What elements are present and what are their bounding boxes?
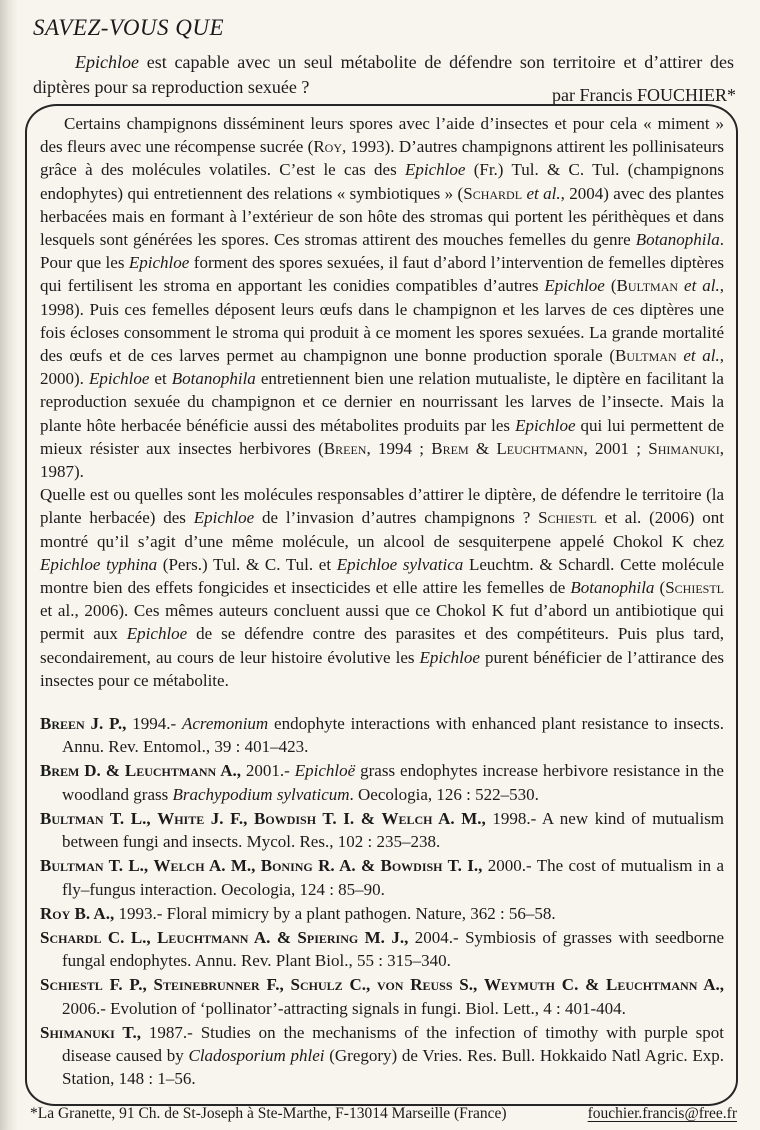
document-footer — [30, 1105, 737, 1123]
author-byline: par Francis FOUCHIER* — [552, 85, 736, 105]
reference-item: Shimanuki T., 1987.- Studies on the mechanisms of the infection of timothy with purple spot disease caused by Cladosporium phlei (Gregory) de Vries. Res. Bull. Hokkaido Natl Agric. Exp. Station, 148 : 1–56. — [40, 1022, 724, 1089]
author-address: *La Granette, 91 Ch. de St-Joseph à Ste-Marthe, F-13014 Marseille (France) — [30, 1105, 507, 1122]
question-subtitle: Epichloe est capable avec un seul métabolite de défendre son territoire et d’attirer des diptères pour sa reproduction sexuée ? — [33, 52, 734, 97]
reference-item: Schardl C. L., Leuchtmann A. & Spiering M. J., 2004.- Symbiosis of grasses with seedborne fungal endophytes. Annu. Rev. Plant Biol., 55 : 315–340. — [40, 927, 724, 971]
reference-list — [40, 712, 724, 1090]
paragraph: Quelle est ou quelles sont les molécules responsables d’attirer le diptère, de défendre le territoire (la plante herbacée) des Epichloe de l’invasion d’autres champignons ? Schiestl et al. (2006) ont montré qu’il s’agit d’une même molécule, un alcool de sesquiterpene appelé Chokol K chez Epichloe typhina (Pers.) Tul. & C. Tul. et Epichloe sylvatica Leuchtm. & Schardl. Cette molécule montre bien des effets fongicides et insecticides et elle attire les femelles de Botanophila (Schiestl et al., 2006). Ces mêmes auteurs concluent aussi que ce Chokol K fut d’abord un antibiotique qui permit aux Epichloe de se défendre contre des parasites et des compétiteurs. Puis plus tard, secondairement, au cours de leur histoire évolutive les Epichloe purent bénéficier de l’attirance des insectes pour ce métabolite. — [40, 485, 725, 690]
reference-item: Bultman T. L., Welch A. M., Boning R. A. & Bowdish T. I., 2000.- The cost of mutualism in a fly–fungus interaction. Oecologia, 124 : 85–90. — [40, 856, 725, 899]
article-box — [25, 104, 738, 1106]
article-body — [40, 112, 724, 692]
scan-edge-shading — [0, 0, 18, 1130]
reference-item: Breen J. P., 1994.- Acremonium endophyte interactions with enhanced plant resistance to insects. Annu. Rev. Entomol., 39 : 401–423. — [40, 714, 725, 757]
reference-item: Bultman T. L., White J. F., Bowdish T. I. & Welch A. M., 1998.- A new kind of mutualism between fungi and insects. Mycol. Res., 102 : 235–238. — [40, 808, 725, 852]
reference-item: Brem D. & Leuchtmann A., 2001.- Epichloë grass endophytes increase herbivore resistance in the woodland grass Brachypodium sylvaticum. Oecologia, 126 : 522–530. — [40, 761, 724, 804]
page-title: SAVEZ-VOUS QUE — [33, 15, 225, 40]
document-header — [33, 14, 736, 105]
email-link[interactable]: fouchier.francis@free.fr — [587, 1105, 737, 1122]
reference-item: Schiestl F. P., Steinebrunner F., Schulz C., von Reuß S., Weymuth C. & Leuchtmann A., 2006.- Evolution of ‘pollinator’-attracting signals in fungi. Biol. Lett., 4 : 401-404. — [40, 975, 724, 1018]
reference-item: Roy B. A., 1993.- Floral mimicry by a plant pathogen. Nature, 362 : 56–58. — [40, 903, 556, 923]
paragraph: Certains champignons disséminent leurs spores avec l’aide d’insectes et pour cela « miment » des fleurs avec une récompense sucrée (Roy, 1993). D’autres champignons attirent les pollinisateurs grâce à des molécules volatiles. C’est le cas des Epichloe (Fr.) Tul. & C. Tul. (champignons endophytes) qui entretiennent des relations « symbiotiques » (Schardl et al., 2004) avec des plantes herbacées mais en formant à l’extérieur de son hôte des stromas qui portent les périthèques et dans lesquels sont générées les spores. Ces stromas attirent des mouches femelles du genre Botanophila. Pour que les Epichloe forment des spores sexuées, il faut d’abord l’intervention de femelles diptères qui fertilisent les stroma en apportant les conidies compatibles d’autres Epichloe (Bultman et al., 1998). Puis ces femelles déposent leurs œufs dans le champignon et les larves de ces diptères une fois écloses consomment le stroma qui produit à ce moment les spores sexuées. La grande mortalité des œufs et de ces larves permet au champignon une bonne production sporale (Bultman et al., 2000). Epichloe et Botanophila entretiennent bien une relation mutualiste, le diptère en facilitant la reproduction sexuée du champignon et ce dernier en nourrissant les larves de l’insecte. Mais la plante hôte herbacée bénéficie aussi des métabolites produits par les Epichloe qui lui permettent de mieux résister aux insectes herbivores (Breen, 1994 ; Brem & Leuchtmann, 2001 ; Shimanuki, 1987). — [40, 114, 725, 482]
